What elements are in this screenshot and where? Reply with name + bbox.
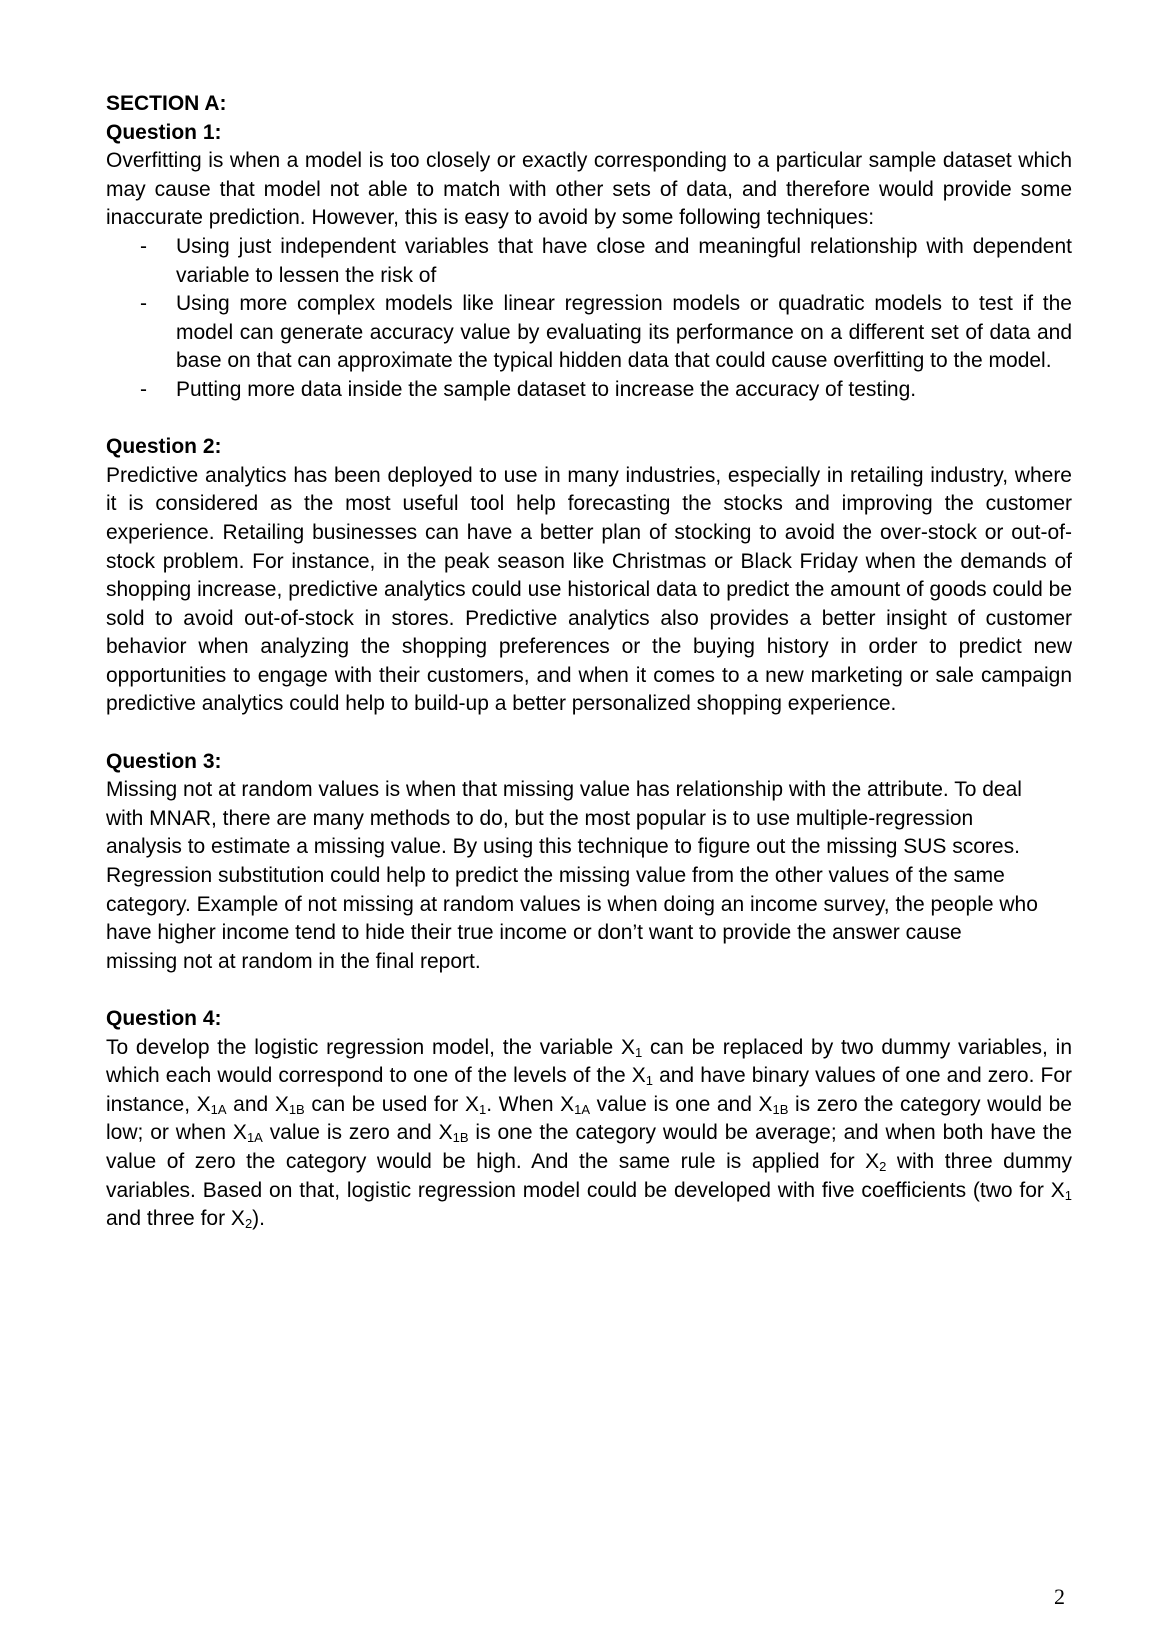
document-page	[106, 90, 1072, 1234]
variable-x1: $X_1$	[631, 1064, 653, 1089]
text-line: analysis to estimate a missing value. By using this technique to figure out the missing SUS scores.	[106, 835, 1020, 859]
variable-x2: $X_2$	[865, 1149, 887, 1174]
text-line: Missing not at random values is when that missing value has relationship with the attribute. To deal	[106, 778, 1022, 802]
text-line: missing not at random in the final report.	[106, 949, 481, 973]
section-title: SECTION A:	[106, 92, 227, 115]
question-1-heading: Question 1:	[106, 120, 222, 144]
text-line: Regression substitution could help to predict the missing value from the other values of the same	[106, 864, 1005, 888]
question-3-heading: Question 3:	[106, 749, 222, 773]
list-item-text: Using more complex models like linear regression models or quadratic models to test if the model can generate accuracy value by evaluating its performance on a different set of data and base on that can approximate the typical hidden data that could cause overfitting to the model.	[176, 292, 1072, 373]
paragraph-spacer	[106, 976, 1072, 1005]
list-item-text: Putting more data inside the sample dataset to increase the accuracy of testing.	[176, 377, 917, 401]
text-line: category. Example of not missing at random values is when doing an income survey, the people who	[106, 892, 1038, 916]
question-4-body: To develop the logistic regression model, the variable $X_1$ can be replaced by two dummy variables, in which each would correspond to one of the levels of the $X_1$ and have binary values of one and zero. For instance, $X_{1A}$ and $X_{1B}$ can be used for $X_1$. When $X_{1A}$ value is one and $X_{1B}$ is zero the category would be low; or when $X_{1A}$ value is zero and $X_{1B}$ is one the category would be average; and when both have the value of zero the category would be high. And the same rule is applied for $X_2$ with three dummy variables. Based on that, logistic regression model could be developed with five coefficients (two for $X_1$ and three for $X_2$).	[106, 1035, 1073, 1232]
question-2-heading: Question 2:	[106, 435, 222, 459]
variable-x1a: $X_{1A}$	[232, 1121, 263, 1146]
paragraph-spacer	[106, 405, 1072, 434]
list-item	[106, 376, 1072, 405]
dash-bullet: -	[140, 377, 147, 401]
list-item-text: Using just independent variables that have close and meaningful relationship with dependent variable to lessen the risk of	[176, 234, 1072, 287]
question-2-body: Predictive analytics has been deployed to use in many industries, especially in retailing industry, where it is considered as the most useful tool help forecasting the stocks and improving the customer experience. Retailing businesses can have a better plan of stocking to avoid the over-stock or out-of-stock problem. For instance, in the peak season like Christmas or Black Friday when the demands of shopping increase, predictive analytics could use historical data to predict the amount of goods could be sold to avoid out-of-stock in stores. Predictive analytics also provides a better insight of customer behavior when analyzing the shopping preferences or the buying history in order to predict new opportunities to engage with their customers, and when it comes to a new marketing or sale campaign predictive analytics could help to build-up a better personalized shopping experience.	[106, 463, 1072, 716]
variable-x1b: $X_{1B}$	[274, 1092, 305, 1117]
variable-x1: $X_1$	[1050, 1178, 1072, 1203]
list-item	[106, 290, 1072, 376]
question-4-heading: Question 4:	[106, 1007, 222, 1030]
question-1-intro: Overfitting is when a model is too closely or exactly corresponding to a particular sample dataset which may cause that model not able to match with other sets of data, and therefore would provide some inaccurate prediction. However, this is easy to avoid by some following techniques:	[106, 149, 1072, 230]
dash-bullet: -	[140, 234, 147, 258]
variable-x1a: $X_{1A}$	[196, 1092, 227, 1117]
text-line: with MNAR, there are many methods to do, but the most popular is to use multiple-regression	[106, 806, 974, 830]
variable-x1a: $X_{1A}$	[560, 1092, 591, 1117]
variable-x1: $X_1$	[621, 1035, 643, 1060]
list-item	[106, 233, 1072, 290]
variable-x1: $X_1$	[464, 1092, 487, 1117]
page-number: 2	[1054, 1584, 1065, 1609]
question-1-technique-list	[106, 233, 1072, 405]
dash-bullet: -	[140, 292, 147, 316]
question-3-body	[106, 776, 1072, 976]
text-line: have higher income tend to hide their true income or don’t want to provide the answer cause	[106, 921, 962, 945]
paragraph-spacer	[106, 719, 1072, 748]
variable-x1b: $X_{1B}$	[758, 1092, 789, 1117]
variable-x2: $X_2$	[230, 1207, 253, 1232]
variable-x1b: $X_{1B}$	[438, 1121, 469, 1146]
